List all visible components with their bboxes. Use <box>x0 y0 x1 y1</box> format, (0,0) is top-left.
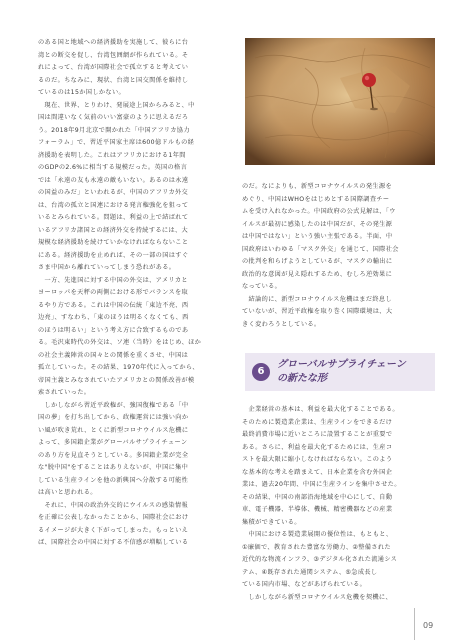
text-line: るイメージが大きく下がってしまった。もっといえ <box>38 526 189 534</box>
text-line: る。毛沢東時代の外交は、ソ連（当時）をはじめ、ほか <box>38 339 202 346</box>
text-line: いるとみられている。問題は、利益の上で結ばれて <box>38 214 189 221</box>
text-line: ある。さらに、利益を最大化するためには、生産コ <box>242 443 393 451</box>
text-line: フォーラム」で、習近平国家主席は600億ドルもの経 <box>38 139 195 146</box>
text-line: ているのは15か国しかない。 <box>38 89 126 96</box>
text-line: は、台湾の孤立と国連における発言権強化を狙って <box>38 201 189 209</box>
text-line: ストを最大限に縮小しなければならない。このよう <box>242 456 393 463</box>
text-line: ている国内市場、などがあげられている。 <box>242 581 367 588</box>
text-line: う。2018年9月北京で開かれた「中国アフリカ協力 <box>38 126 190 134</box>
text-line: 湾との断交を促し、台湾包囲網が作られている。そ <box>38 51 189 59</box>
right-column-lower-text <box>242 404 438 604</box>
text-line: 国は間違いなく気前のいい富豪のように思えるだろ <box>38 114 189 121</box>
text-line: さま中国から離れていってしまう恐れがある。 <box>38 264 176 271</box>
text-line: めぐり、中国はWHOをはじめとする国際調査チー <box>242 195 390 203</box>
text-line: 孤立していった。その結果、1970年代に入ってから、 <box>38 364 199 371</box>
text-line: その結果、中国の南部沿海地域を中心にして、自動 <box>242 493 393 501</box>
text-line: 索されていった。 <box>38 389 91 396</box>
text-line: それに、中国の政治外交的にウイルスの感染情報 <box>38 501 188 509</box>
section-heading <box>245 353 435 391</box>
text-line: ①廉価で、教育された豊富な労働力、②整備された <box>242 543 391 551</box>
page-number-divider <box>414 608 415 640</box>
text-line: では「永遠の友も永遠の敵もいない。あるのは永遠 <box>38 176 189 184</box>
text-line: 車、電子機器、半導体、機械、精密機器などの産業 <box>242 506 393 513</box>
text-line: テム、④既存された通関システム、⑤急成長し <box>242 568 378 576</box>
text-line: のある国と地域への経済援助を実施して、彼らに台 <box>38 39 189 46</box>
page-number: 09 <box>423 621 434 630</box>
text-line: 帝国主義とみなされていたアメリカとの関係改善が模 <box>38 376 195 384</box>
text-line: い風が吹き荒れ、とくに新型コロナウイルス危機に <box>38 426 189 434</box>
text-line: 中国における製造業展開の優位性は、もともと、 <box>242 531 393 538</box>
text-line: 边亮」、すなわち、「東のほうは明るくなくても、西 <box>38 314 189 321</box>
text-line: の国益のみだ」といわれるが、中国のアフリカ外交 <box>38 189 189 196</box>
text-line: ていないが、習近平政権を取り巻く国際環境は、大 <box>242 308 393 315</box>
text-line: は高いと思われる。 <box>38 489 97 496</box>
text-line: 政治的な意図が見え隠れするため、むしろ逆効果に <box>242 270 393 278</box>
text-line: のほうは明るい」という考え方に合致するものであ <box>38 326 189 334</box>
text-line: 国政府はいわゆる「マスク外交」を通じて、国際社会 <box>242 245 399 253</box>
text-line: なっている。 <box>242 283 282 290</box>
text-line: 集積ができている。 <box>242 518 301 526</box>
text-line: な"脱中国"をすることはありえないが、中国に集中 <box>38 464 189 471</box>
text-line: よって、多国籍企業がグローバルサプライチェーン <box>38 439 188 446</box>
section-title-line2: の新たな形 <box>277 373 327 384</box>
text-line: ヨーロッパを天秤の両側における形でバランスを取 <box>38 289 189 296</box>
map-illustration <box>245 38 435 165</box>
text-line: ば、国際社会の中国に対する不信感が増幅している <box>38 539 189 546</box>
text-line: のあり方を見直そうとしている。多国籍企業が完全 <box>38 451 189 459</box>
text-line: 結論的に、新型コロナウイルス危機はまだ終息し <box>242 295 392 303</box>
map-photo <box>245 38 435 165</box>
text-line: 現在、世界、とりわけ、発展途上国からみると、中 <box>38 101 195 109</box>
text-line: の社会主義陣営の国々との関係を重くさせ、中国は <box>38 351 189 359</box>
text-line: している生産ラインを他の新興国へ分散する可能性 <box>38 476 189 484</box>
text-line: しかしながら習近平政権が、強国復権である「中 <box>38 401 189 409</box>
text-line: の批判を和らげようとしているが、マスクの輸出に <box>242 258 393 265</box>
text-line: きく変わろうとしている。 <box>242 320 321 328</box>
right-column-upper-text <box>242 181 438 331</box>
text-line: 企業経営の基本は、利益を最大化することである。 <box>242 406 399 413</box>
text-line: いるアフリカ諸国との経済外交を持続するには、大 <box>38 226 189 234</box>
section-number: 6 <box>252 363 270 381</box>
section-title-line1: グローバルサプライチェーン <box>277 359 406 370</box>
section-title <box>277 358 427 386</box>
text-line: 済援助を表明した。これはアフリカにおける1年間 <box>38 151 186 159</box>
text-line: 国の夢」を打ち出してから、政権運営には強い向か <box>38 414 189 421</box>
text-line: 規模な経済援助を続けていかなければならないこと <box>38 239 189 246</box>
text-line: にある。経済援助を止めれば、その一部の国はすぐ <box>38 251 189 259</box>
text-line: は中国ではない」という強い主張である。半面、中 <box>242 233 393 240</box>
text-line: のだ。なによりも、新型コロナウイルスの発生源を <box>242 183 392 190</box>
text-line: な基本的な考えを踏まえて、日本企業を含む外国企 <box>242 468 393 476</box>
text-line: 最終消費市場に近いところに設置することが重要で <box>242 431 393 438</box>
text-line: のGDPの2.6%に相当する規模だった。英国の格言 <box>38 164 188 171</box>
text-line: れによって、台湾が国際社会で孤立すると考えてい <box>38 64 189 71</box>
text-line: るのだ。ちなみに、現状、台湾と国交関係を維持し <box>38 76 189 84</box>
text-line: 一方、先進国に対する中国の外交は、アメリカと <box>38 276 188 284</box>
text-line: しかしながら新型コロナウイルス危機を契機に、 <box>242 593 392 601</box>
text-line: を正確に公表しなかったことから、国際社会におけ <box>38 514 189 521</box>
text-line: ムを受け入れなかった。中国政府の公式見解は、「ウ <box>242 208 396 215</box>
left-column-text <box>38 37 234 550</box>
text-line: るやり方である。これは中国の伝統「東边不亮、西 <box>38 301 189 309</box>
text-line: 業は、過去20年間、中国に生産ラインを集中させた。 <box>242 481 401 488</box>
text-line: イルスが最初に感染したのは中国だが、その発生源 <box>242 220 393 228</box>
text-line: 近代的な物流インフラ、③デジタル化された流通シス <box>242 556 398 563</box>
text-line: そのために製造業企業は、生産ラインをできるだけ <box>242 418 393 426</box>
